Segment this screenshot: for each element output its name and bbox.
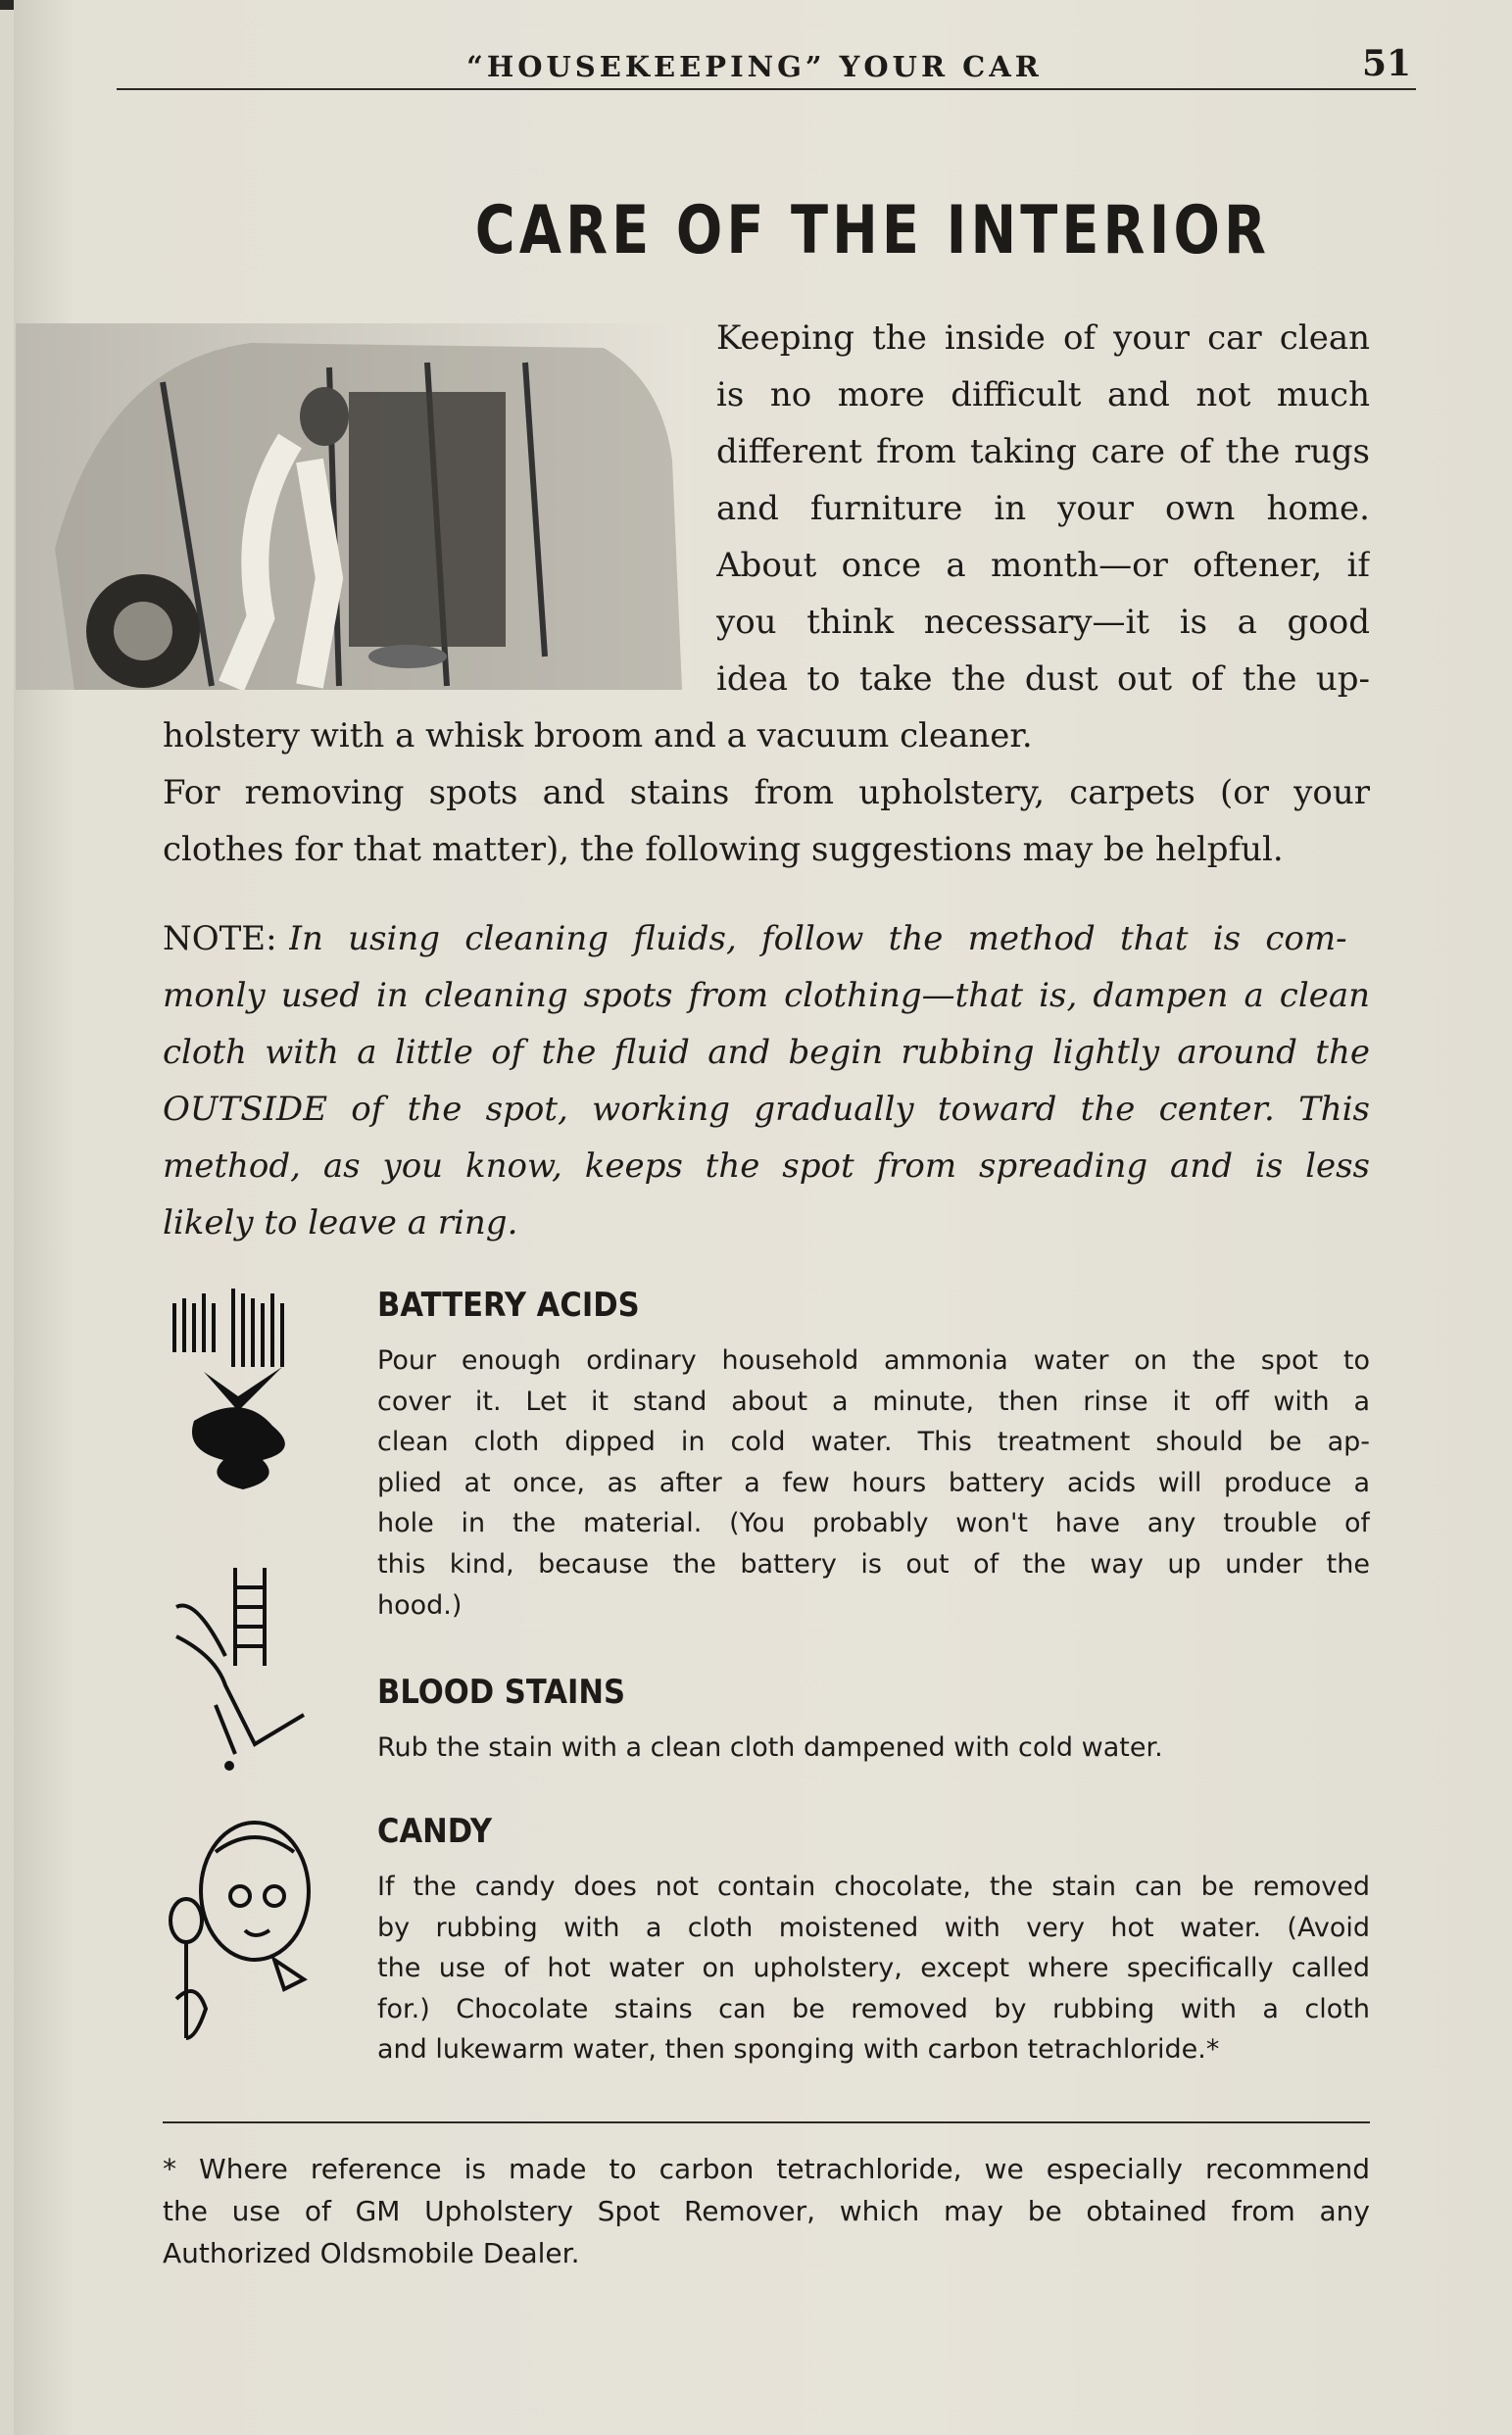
text-line: About once a month—or oftener, if: [716, 546, 1370, 585]
text-line: hole in the material. (You probably won't have any trouble of: [377, 1508, 1370, 1539]
page-number: 51: [1362, 43, 1412, 84]
bandaged-finger-icon: [157, 1548, 314, 1774]
text-line: and furniture in your own home.: [716, 489, 1370, 528]
footnote: [163, 2148, 1370, 2274]
text-line: Pour enough ordinary household ammonia water on the spot to: [377, 1345, 1370, 1376]
text-line: * Where reference is made to carbon tetrachloride, we especially recommend: [163, 2153, 1370, 2185]
running-head: “HOUSEKEEPING” YOUR CAR: [466, 50, 1043, 83]
text-line: idea to take the dust out of the up-: [716, 659, 1370, 699]
section-heading: BLOOD STAINS: [377, 1673, 626, 1712]
text-line: Authorized Oldsmobile Dealer.: [163, 2237, 580, 2269]
text-line: monly used in cleaning spots from clothing—that is, dampen a clean: [163, 976, 1370, 1015]
text-line: and lukewarm water, then sponging with carbon tetrachloride.*: [377, 2034, 1220, 2066]
text-line: If the candy does not contain chocolate, the stain can be removed: [377, 1872, 1370, 1902]
text-line: the use of hot water on upholstery, except where specifically called: [377, 1953, 1370, 1984]
footnote-rule: [163, 2121, 1370, 2123]
note-first-line: [163, 910, 1370, 967]
text-line: Rub the stain with a clean cloth dampened with cold water.: [377, 1732, 1163, 1763]
text-line: the use of GM Upholstery Spot Remover, which may be obtained from any: [163, 2195, 1370, 2227]
text-line: cloth with a little of the fluid and begin rubbing lightly around the: [163, 1033, 1370, 1072]
text-line: In using cleaning fluids, follow the method that is com-: [288, 919, 1347, 958]
text-line: plied at once, as after a few hours battery acids will produce a: [377, 1467, 1370, 1498]
text-line: For removing spots and stains from upholstery, carpets (or your: [163, 773, 1370, 812]
page-title: CARE OF THE INTERIOR: [474, 192, 1270, 269]
intro-paragraph: [716, 310, 1370, 707]
text-line: method, as you know, keeps the spot from spreading and is less: [163, 1146, 1370, 1186]
section-heading: CANDY: [377, 1812, 493, 1851]
battery-acid-icon: [165, 1284, 312, 1499]
note-label: NOTE:: [163, 919, 277, 958]
section-body: [377, 1867, 1370, 2070]
child-candy-icon: [157, 1813, 323, 2068]
section-blood-stains: [377, 1673, 1370, 1769]
text-line: Keeping the inside of your car clean: [716, 318, 1370, 358]
text-line: for.) Chocolate stains can be removed by rubbing with a cloth: [377, 1993, 1370, 2024]
section-battery-acids: [377, 1286, 1370, 1626]
text-line: OUTSIDE of the spot, working gradually toward the center. This: [163, 1090, 1370, 1129]
text-line: is no more difficult and not much: [716, 375, 1370, 414]
section-heading: BATTERY ACIDS: [377, 1286, 640, 1325]
text-line: hood.): [377, 1589, 463, 1621]
text-line: you think necessary—it is a good: [716, 603, 1370, 642]
section-candy: [377, 1812, 1370, 2070]
note-paragraph: [163, 910, 1370, 1251]
text-line: different from taking care of the rugs: [716, 432, 1370, 471]
text-line: likely to leave a ring.: [163, 1203, 518, 1242]
section-body: [377, 1340, 1370, 1626]
text-line: this kind, because the battery is out of the way up under the: [377, 1548, 1370, 1580]
intro-paragraph-continued: [163, 707, 1370, 764]
car-interior-illustration: [16, 323, 690, 690]
text-line: cover it. Let it stand about a minute, then rinse it off with a: [377, 1386, 1370, 1417]
text-line: clothes for that matter), the following suggestions may be helpful.: [163, 830, 1284, 869]
header-rule: [117, 88, 1416, 90]
text-line: by rubbing with a cloth moistened with very hot water. (Avoid: [377, 1912, 1370, 1943]
stains-intro-paragraph: [163, 764, 1370, 878]
section-body: [377, 1728, 1370, 1769]
text-line: clean cloth dipped in cold water. This treatment should be ap-: [377, 1427, 1370, 1458]
text-line: holstery with a whisk broom and a vacuum cleaner.: [163, 716, 1033, 755]
